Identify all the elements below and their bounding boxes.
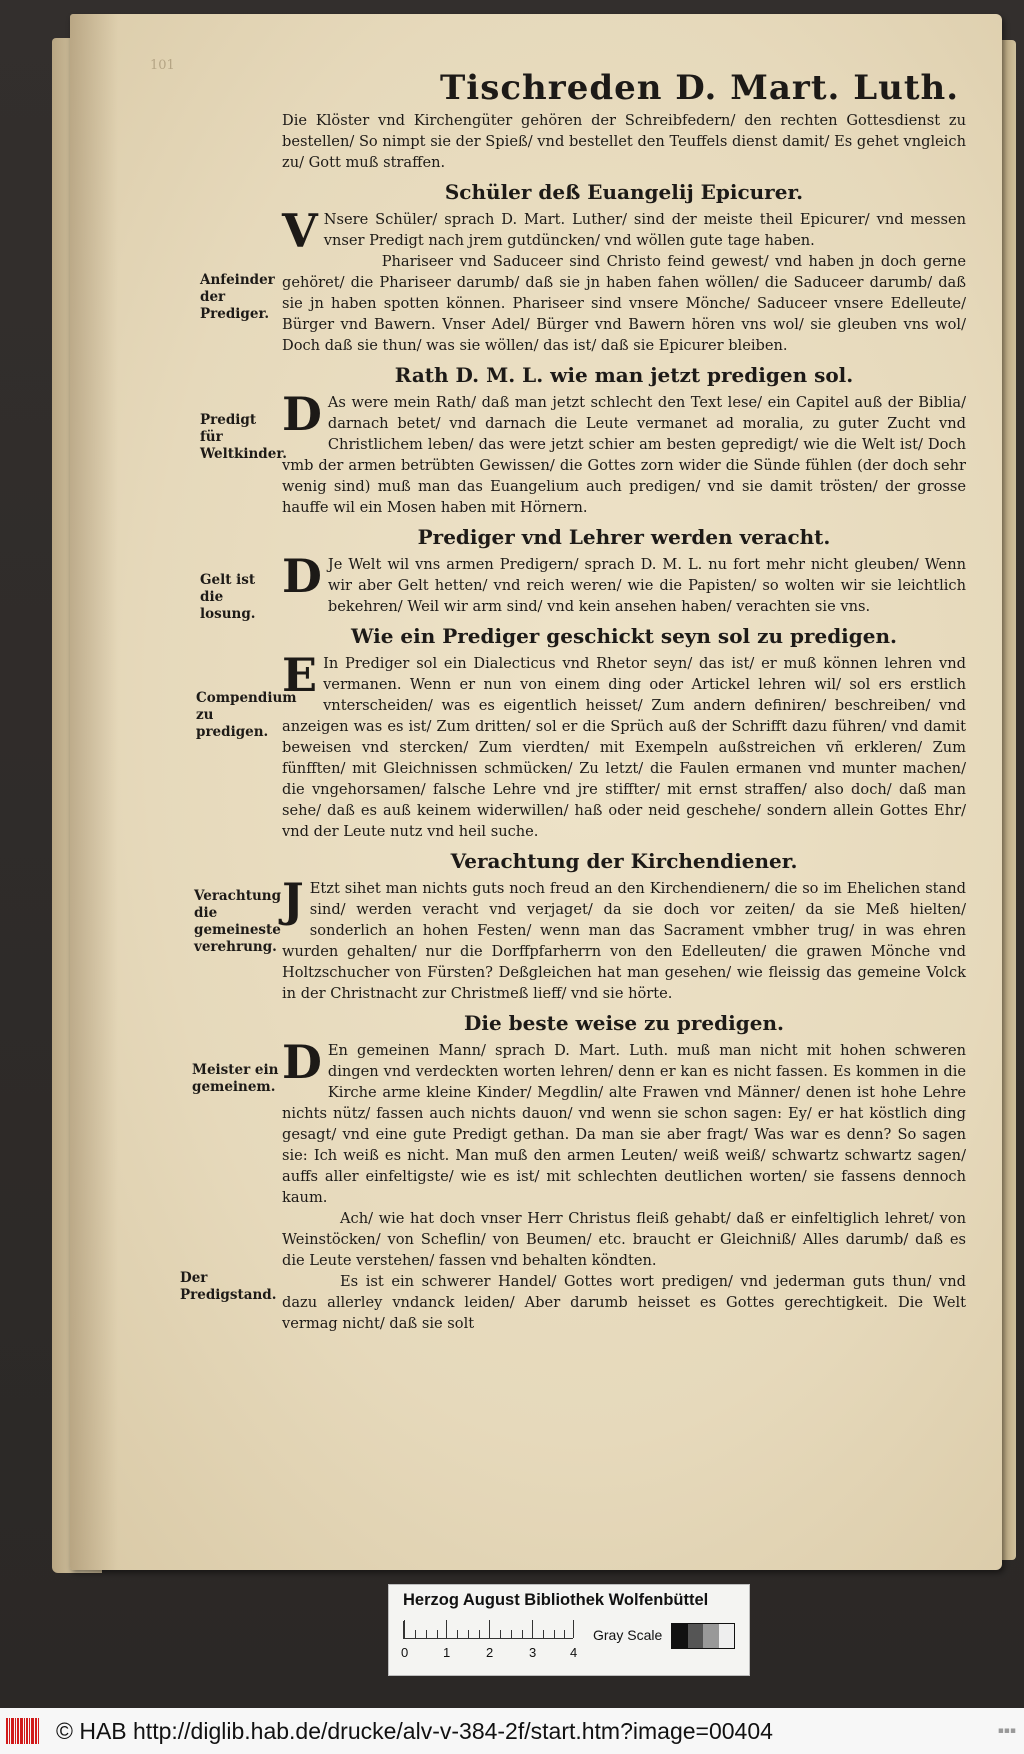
drop-initial: E bbox=[282, 648, 318, 702]
folio-number: 101 bbox=[150, 58, 175, 73]
page-right-edge bbox=[1000, 40, 1016, 1560]
margin-note: Predigt für Weltkinder. bbox=[200, 412, 287, 462]
paragraph-predigstand: Es ist ein schwerer Handel/ Gottes wort predigen/ vnd jederman guts thun/ vnd dazu allerley vndanck leiden/ Aber darumb heisset es Gottes gerechtigkeit. Die Welt vermag nicht/ daß sie solt bbox=[282, 1273, 966, 1332]
paragraph-veracht: D Je Welt wil vns armen Predigern/ sprach D. M. L. nu fort mehr nicht gleuben/ Wenn wir aber Gelt hetten/ vnd reich weren/ wie die Papisten/ so wolten wir sie leichtlich bekehren/ Weil wir arm sind/ vnd kein ansehen haben/ verachten sie vns. bbox=[282, 549, 966, 615]
scale-ruler bbox=[403, 1621, 573, 1639]
running-head: Tischreden D. Mart. Luth. bbox=[440, 68, 960, 108]
paragraph-epicurer-2: Phariseer vnd Saduceer sind Christo feind gewest/ vnd haben jn doch gerne gehöret/ die Phariseer darumb/ daß sie jn haben fahen wöllen/ die Saduceer darumb/ daß sie jn haben spotten können. Phariseer sind vnsere Mönche/ Saduceer vnsere Edelleute/ Bürger vnd Bawern. Vnser Adel/ Bürger vnd Bawern hören vns wol/ sie gleuben vns wol/ Doch daß sie thun/ was sie wöllen/ das ist/ daß sie Epicurer bleiben. bbox=[282, 253, 966, 354]
heading-geschickt: Wie ein Prediger geschickt seyn sol zu predigen. bbox=[350, 624, 897, 648]
footer-mark: ▪▪▪ bbox=[997, 1726, 1016, 1736]
paragraph-rath: D As were mein Rath/ daß man jetzt schlecht den Text lese/ ein Capitel auß der Biblia/ darnach betet/ vnd darnach die Leute vermanet ad moralia, zu guter Zucht vnd Christlichem leben/ das were jetzt schier am besten gepredigt/ wie die Welt ist/ Doch vmb der armen betrübten Gewissen/ die Gottes zorn wider die Sünde fühlen (der doch sehr wenig sind) muß man das Euangelium auch predigen/ vnd sie damit trösten/ der grosse hauffe wil ein Mosen haben mit Hörnern. bbox=[282, 387, 966, 516]
swatch bbox=[703, 1624, 719, 1648]
heading-beste: Die beste weise zu predigen. bbox=[464, 1011, 784, 1035]
margin-note: Meister ein gemeinem. bbox=[192, 1062, 279, 1095]
footer-bar bbox=[0, 1708, 1024, 1754]
gray-scale-label: Gray Scale bbox=[593, 1627, 663, 1643]
drop-initial: J bbox=[282, 873, 304, 927]
swatch bbox=[688, 1624, 704, 1648]
drop-initial: V bbox=[282, 204, 318, 258]
swatch bbox=[672, 1624, 688, 1648]
margin-note: Der Predigstand. bbox=[180, 1270, 277, 1303]
heading-veracht: Prediger vnd Lehrer werden veracht. bbox=[417, 525, 831, 549]
paragraph-beste: D En gemeinen Mann/ sprach D. Mart. Luth. muß man nicht mit hohen schweren dingen vnd verdeckten worten lehren/ denn er kan es nicht fassen. Es kommen in die Kirche arme kleine Kinder/ Megdlin/ alte Frawen vnd Männer/ denen ist hohe Lehre nichts nütz/ fassen auch nichts dauon/ vnd wenn sie schon sagen: Ey/ er hat köstlich ding gesagt/ vnd eine gute Predigt gethan. Da man sie aber fragt/ Was war es denn? So sagen sie: Ich weiß es nicht. Man muß den armen Leuten/ weiß weiß/ schwartz schwartz sagen/ auffs aller einfeltigste/ wie es ist/ mit schlechten deutlichen worten/ sie fassens dennoch kaum. bbox=[282, 1035, 966, 1206]
credit-link[interactable]: © HAB http://diglib.hab.de/drucke/alv-v-384-2f/start.htm?image=00404 bbox=[56, 1718, 773, 1744]
drop-initial: D bbox=[282, 387, 322, 441]
margin-note: Compendium zu predigen. bbox=[196, 690, 297, 740]
swatch bbox=[719, 1624, 735, 1648]
barcode-icon bbox=[6, 1718, 46, 1744]
paragraph-epicurer: V Nsere Schüler/ sprach D. Mart. Luther/ sind der meiste theil Epicurer/ vnd messen vnser Predigt nach jrem gutdüncken/ vnd wöllen gute tage haben. bbox=[282, 204, 966, 258]
margin-note: Gelt ist die losung. bbox=[200, 572, 256, 622]
drop-initial: D bbox=[282, 1035, 322, 1089]
paragraph-verachtung: J Etzt sihet man nichts guts noch freud an den Kirchendienern/ die so im Ehelichen stand sind/ werden veracht vnd verjaget/ da sie doch vor zeiten/ da sie Meß hielten/ sonderlich an hohen Festen/ wenn man das Sacrament vmbher trug/ in was ehren wurden gehalten/ nur die Dorffpfarherrn von den Edelleuten/ die grawen Mönche vnd Holtzschucher von Fürsten? Deßgleichen hat man gesehen/ wie fleissig das gemeine Volck in der Christnacht zur Christmeß lieff/ vnd sie hörte. bbox=[282, 873, 966, 1002]
color-target: Herzog August Bibliothek Wolfenbüttel 0 1 2 3 4 Gray Scale bbox=[388, 1584, 750, 1676]
gray-swatches bbox=[671, 1623, 735, 1649]
paragraph-beste-2: Ach/ wie hat doch vnser Herr Christus fleiß gehabt/ daß er einfeltiglich lehret/ von Weinstöcken/ von Scheflin/ von Beumen/ etc. braucht er Gleichniß/ Alles darumb/ daß es die Leute verstehen/ fassen vnd behalten köndten. bbox=[282, 1210, 966, 1269]
intro-paragraph: Die Klöster vnd Kirchengüter gehören der Schreibfedern/ den rechten Gottesdienst zu bestellen/ So nimpt sie der Spieß/ vnd bestellet den Teuffels dienst damit/ Es gehet vngleich zu/ Gott muß straffen. bbox=[282, 112, 966, 171]
margin-note: Anfeinder der Prediger. bbox=[200, 272, 275, 322]
paragraph-geschickt: E In Prediger sol ein Dialecticus vnd Rhetor seyn/ das ist/ er muß können lehren vnd vermanen. Wenn er nun von einem ding oder Artickel lehren wil/ sol ers erstlich vnterscheiden/ was es eigentlich heisset/ Zum andern definiren/ beschreiben/ vnd anzeigen was es ist/ Zum dritten/ sol er die Sprüch auß der Schrifft dazu führen/ vnd damit beweisen vnd stercken/ Zum vierdten/ mit Exempeln außstreichen vñ erkleren/ Zum fünfften/ mit Gleichnissen schmücken/ Zu letzt/ die Faulen ermanen vnd munter machen/ die vngehorsamen/ falsche Lehre vnd jre stiffter/ mit ernst straffen/ also doch/ daß man sehe/ daß es auß keinem widerwillen/ haß oder neid geschehe/ sondern allein Gottes Ehr/ vnd der Leute nutz vnd heil suche. bbox=[282, 648, 966, 840]
main-text bbox=[282, 110, 966, 1334]
drop-initial: D bbox=[282, 549, 322, 603]
heading-rath: Rath D. M. L. wie man jetzt predigen sol. bbox=[394, 363, 854, 387]
target-title: Herzog August Bibliothek Wolfenbüttel bbox=[403, 1591, 709, 1609]
margin-note: Verachtung die gemeineste verehrung. bbox=[194, 888, 282, 955]
heading-verachtung: Verachtung der Kirchendiener. bbox=[450, 849, 798, 873]
heading-epicurer: Schüler deß Euangelij Epicurer. bbox=[444, 180, 804, 204]
